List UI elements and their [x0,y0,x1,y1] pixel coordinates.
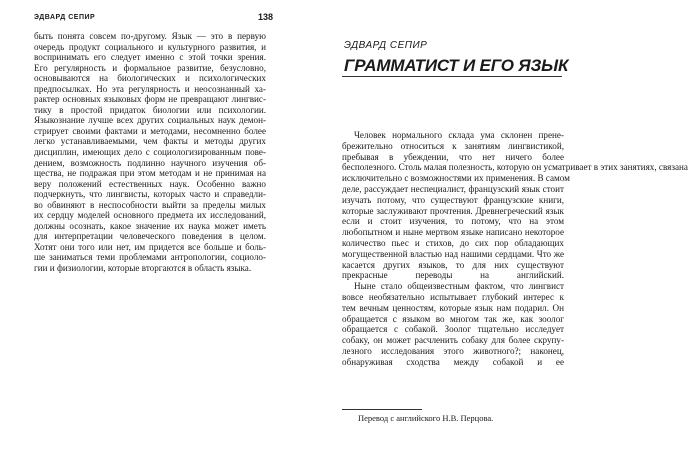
text-line: Ныне стало общеизвестным фактом, что лингвист [354,281,564,292]
text-line: собаку, он может расчленить собаку для более скрупу- [342,335,564,346]
text-line: Человек нормального склада ума склонен прене- [354,130,564,140]
text-line: которые заслуживают прочтения. Древнегреческий язык [342,205,564,216]
text-line: дисциплин, имеющих дело с социологизированным пове- [34,147,266,158]
text-line: Языкознание лучше всех других социальных наук демон- [34,115,266,126]
text-line: обнаруживая сходства между собакой и ее [342,356,564,367]
text-line: количество пьес и стихов, до сих пор обладающих [342,237,564,248]
text-line: брежительно относиться к занятиям лингвистикой, [342,140,564,151]
text-line: подчеркнуть, что лингвисты, которых часто и справедли- [34,189,266,200]
text-line: должны осознать, какое значение их наука может иметь [34,220,266,231]
text-line: основываются на биологических и психологических [34,73,266,84]
text-line: легко устанавливаемыми, чем факты и методы других [34,136,266,147]
text-line: обращается с языком во многом так же, как зоолог [342,313,564,324]
text-line: веру положений естественных наук. Особенно важно [34,178,266,189]
page-number: 138 [258,12,274,22]
text-line: воспринимать его следует именно с этой точки зрения. [34,52,266,63]
left-page [0,0,300,467]
text-line: стрирует своими фактами и методами, несомненно более [34,125,266,136]
text-line: прекрасные переводы на английский. [342,270,564,281]
text-line: если и стоит изучения, то потому, что на этом [342,216,564,227]
chapter-title-rule [342,76,562,77]
text-line: ше заниматься теми проблемами антропологии, социоло- [34,252,266,263]
footnote: Перевод с английского Н.В. Перцова. [358,413,494,423]
text-line: лезного исследования этого животного?; наконец, [342,345,564,356]
running-head-left: ЭДВАРД СЕПИР [34,14,96,21]
text-line: обращается с собакой. Зоолог тщательно исследует [342,324,564,335]
left-page-body-text [34,31,266,274]
text-line: быть понята совсем по-другому. Язык — это в первую [34,31,266,41]
text-line: гии и физиологии, которые вторгаются в область языка. [34,263,252,274]
text-line: тику в простой придаток биологии или психологии. [34,104,266,115]
text-line: любопытном и ныне мертвом языке написано некоторое [342,227,564,238]
text-line: могущественной властью над нашими сердцами. Что же [342,248,564,259]
right-page-body-text [342,130,688,368]
footnote-rule [342,409,422,410]
text-line: пребывая в убеждении, что нет ничего более [342,151,564,162]
text-line: тем вечным ценностям, которые язык нам подарил. Он [342,302,564,313]
text-line: дением, возможность подлинно научного изучения об- [34,157,266,168]
text-line: их сердцу моделей основного предмета их исследований, [34,210,266,221]
chapter-title: ГРАММАТИСТ И ЕГО ЯЗЫК [344,56,569,75]
text-line: касается других языков, то для них существуют [342,259,564,270]
text-line: деле, рассуждает неспециалист, французский язык стоит [342,183,564,194]
text-line: Его регулярность и формальное развитие, безусловно, [34,62,266,73]
text-line: изучать потому, что существуют французские книги, [342,194,564,205]
text-line: исключительно с возможностями их применения. В самом [342,173,570,184]
text-line: очередь продукт социального и культурного развития, и [34,41,266,52]
text-line: вовсе необязательно испытывает глубокий интерес к [342,291,564,302]
text-line: во обвиняют в неспособности выйти за пределы милых [34,199,266,210]
text-line: рактер основных языковых форм не превращают лингвис- [34,94,266,105]
text-line: для интерпретации человеческого поведения в целом. [34,231,266,242]
text-line: Хотят они того или нет, им придется все больше и боль- [34,241,266,252]
text-line: предпосылках. Но эта регулярность и неосознанный ха- [34,83,266,94]
text-line: щества, не подражая при этом методам и не принимая на [34,168,266,179]
running-head-right: ЭДВАРД СЕПИР [344,40,428,51]
text-line: бесполезного. Столь малая полезность, которую он усматривает в этих занятиях, связана [342,162,688,173]
